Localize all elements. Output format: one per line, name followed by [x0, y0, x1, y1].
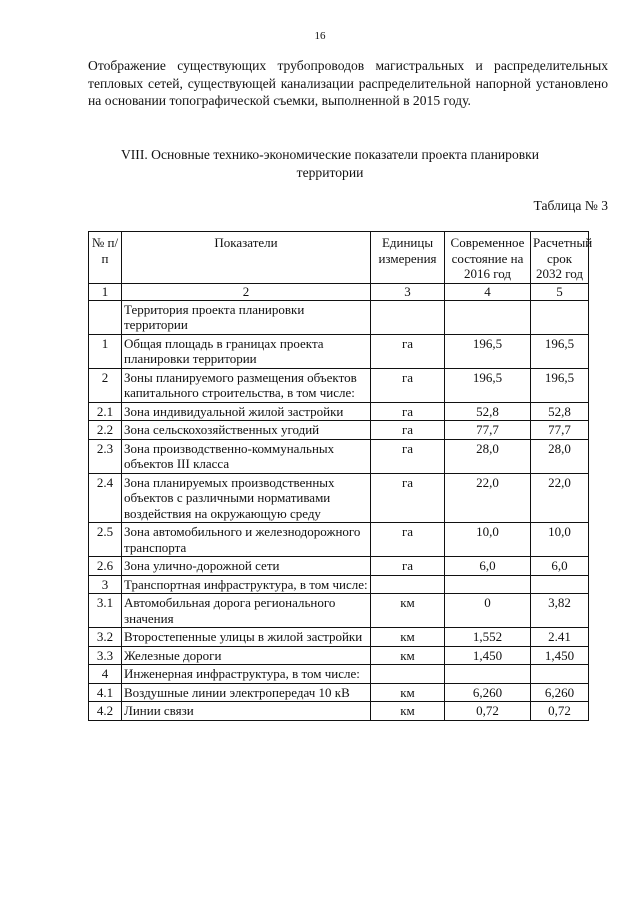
- table-row: [89, 557, 589, 576]
- projected-value: [531, 300, 589, 334]
- current-value: 196,5: [445, 368, 531, 402]
- indicator-name: Линии связи: [122, 702, 371, 721]
- column-index-row: [89, 283, 589, 300]
- table-row: [89, 473, 589, 523]
- table-row: [89, 702, 589, 721]
- projected-value: [531, 665, 589, 684]
- index-cell: 4: [445, 283, 531, 300]
- table-row: [89, 439, 589, 473]
- section-title: VIII. Основные технико-экономические показатели проекта планировки территории: [120, 147, 540, 180]
- unit-cell: га: [371, 421, 445, 440]
- unit-cell: га: [371, 334, 445, 368]
- indicator-name: Зона производственно-коммунальных объектов III класса: [122, 439, 371, 473]
- indicators-table: [88, 231, 593, 721]
- indicator-name: Воздушные линии электропередач 10 кВ: [122, 683, 371, 702]
- row-number: 2: [89, 368, 122, 402]
- projected-value: 10,0: [531, 523, 589, 557]
- current-value: 1,450: [445, 646, 531, 665]
- current-value: 28,0: [445, 439, 531, 473]
- intro-paragraph: Отображение существующих трубопроводов магистральных и распределительных тепловых сетей, существующей канализации распределительной напорной установлено на основании топографической съемки, выполненной в 2015 году.: [88, 58, 608, 108]
- projected-value: 0,72: [531, 702, 589, 721]
- table-row: [89, 402, 589, 421]
- indicator-name: Инженерная инфраструктура, в том числе:: [122, 665, 371, 684]
- unit-cell: га: [371, 368, 445, 402]
- row-number: 2.5: [89, 523, 122, 557]
- indicator-name: Зона улично-дорожной сети: [122, 557, 371, 576]
- indicator-name: Зона индивидуальной жилой застройки: [122, 402, 371, 421]
- current-value: 10,0: [445, 523, 531, 557]
- projected-value: 52,8: [531, 402, 589, 421]
- table-caption: Таблица № 3: [533, 198, 608, 213]
- page-number: 16: [314, 30, 326, 42]
- unit-cell: [371, 665, 445, 684]
- projected-value: 1,450: [531, 646, 589, 665]
- indicator-name: Второстепенные улицы в жилой застройки: [122, 628, 371, 647]
- projected-value: 22,0: [531, 473, 589, 523]
- table-row: [89, 665, 589, 684]
- table-row: [89, 523, 589, 557]
- current-value: 0: [445, 594, 531, 628]
- projected-value: 196,5: [531, 334, 589, 368]
- projected-value: 196,5: [531, 368, 589, 402]
- header-num: № п/п: [89, 232, 122, 284]
- row-number: 2.6: [89, 557, 122, 576]
- indicator-name: Железные дороги: [122, 646, 371, 665]
- unit-cell: км: [371, 702, 445, 721]
- projected-value: 2.41: [531, 628, 589, 647]
- projected-value: 77,7: [531, 421, 589, 440]
- projected-value: 6,0: [531, 557, 589, 576]
- row-number: 3.3: [89, 646, 122, 665]
- index-cell: 3: [371, 283, 445, 300]
- table-row: [89, 300, 589, 334]
- table-row: [89, 646, 589, 665]
- row-number: 4: [89, 665, 122, 684]
- header-current: Современное состояние на 2016 год: [445, 232, 531, 284]
- unit-cell: га: [371, 523, 445, 557]
- current-value: 6,260: [445, 683, 531, 702]
- indicator-name: Зоны планируемого размещения объектов капитального строительства, в том числе:: [122, 368, 371, 402]
- table-row: [89, 334, 589, 368]
- projected-value: 6,260: [531, 683, 589, 702]
- table-header-row: [89, 232, 589, 284]
- header-indicator: Показатели: [122, 232, 371, 284]
- row-number: 3.1: [89, 594, 122, 628]
- unit-cell: км: [371, 683, 445, 702]
- index-cell: 1: [89, 283, 122, 300]
- row-number: 2.4: [89, 473, 122, 523]
- index-cell: 2: [122, 283, 371, 300]
- unit-cell: га: [371, 557, 445, 576]
- unit-cell: га: [371, 439, 445, 473]
- unit-cell: га: [371, 473, 445, 523]
- unit-cell: [371, 300, 445, 334]
- indicator-name: Общая площадь в границах проекта планировки территории: [122, 334, 371, 368]
- indicator-name: Зона планируемых производственных объектов с различными нормативами воздействия на окружающую среду: [122, 473, 371, 523]
- index-cell: 5: [531, 283, 589, 300]
- table-row: [89, 368, 589, 402]
- current-value: [445, 575, 531, 594]
- table-row: [89, 683, 589, 702]
- unit-cell: [371, 575, 445, 594]
- indicator-name: Транспортная инфраструктура, в том числе:: [122, 575, 371, 594]
- row-number: 2.2: [89, 421, 122, 440]
- indicator-name: Территория проекта планировки территории: [122, 300, 371, 334]
- indicator-name: Автомобильная дорога регионального значения: [122, 594, 371, 628]
- projected-value: 28,0: [531, 439, 589, 473]
- current-value: 77,7: [445, 421, 531, 440]
- current-value: 6,0: [445, 557, 531, 576]
- current-value: 1,552: [445, 628, 531, 647]
- row-number: 3: [89, 575, 122, 594]
- unit-cell: км: [371, 628, 445, 647]
- current-value: [445, 300, 531, 334]
- indicator-name: Зона сельскохозяйственных угодий: [122, 421, 371, 440]
- current-value: 0,72: [445, 702, 531, 721]
- current-value: 22,0: [445, 473, 531, 523]
- row-number: 4.2: [89, 702, 122, 721]
- row-number: [89, 300, 122, 334]
- projected-value: [531, 575, 589, 594]
- unit-cell: га: [371, 402, 445, 421]
- row-number: 2.3: [89, 439, 122, 473]
- row-number: 2.1: [89, 402, 122, 421]
- row-number: 4.1: [89, 683, 122, 702]
- table-row: [89, 575, 589, 594]
- table-body: [89, 300, 589, 720]
- table-row: [89, 421, 589, 440]
- unit-cell: км: [371, 646, 445, 665]
- current-value: 52,8: [445, 402, 531, 421]
- table-row: [89, 594, 589, 628]
- indicator-name: Зона автомобильного и железнодорожного транспорта: [122, 523, 371, 557]
- current-value: [445, 665, 531, 684]
- table-row: [89, 628, 589, 647]
- header-projected: Расчетный срок 2032 год: [531, 232, 589, 284]
- row-number: 3.2: [89, 628, 122, 647]
- projected-value: 3,82: [531, 594, 589, 628]
- current-value: 196,5: [445, 334, 531, 368]
- unit-cell: км: [371, 594, 445, 628]
- row-number: 1: [89, 334, 122, 368]
- header-unit: Единицы измерения: [371, 232, 445, 284]
